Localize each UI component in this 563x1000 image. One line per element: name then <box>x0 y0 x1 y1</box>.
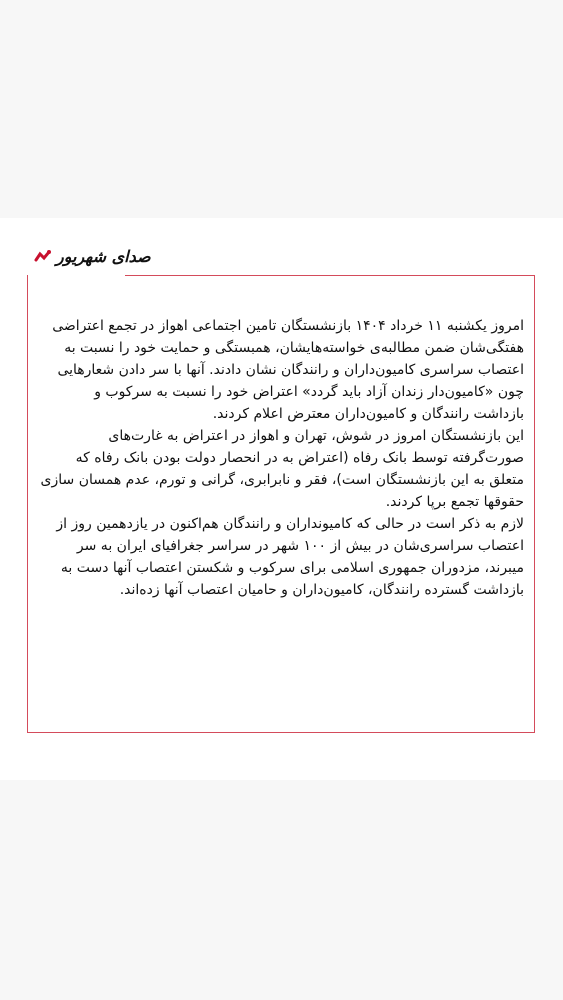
article-paragraph: این بازنشستگان امروز در شوش، تهران و اهواز در اعتراض به غارت‌های صورت‌گرفته توسط بانک رفاه (اعتراض به در انحصار دولت بودن بانک رفاه که متعلق به این بازنشستگان است)، فقر و نابرابری، گرانی و تورم، عدم همسان سازی حقوقها تجمع برپا کردند. <box>40 428 524 510</box>
logo-text: صدای شهریور <box>56 247 151 266</box>
logo-mark-icon <box>34 248 52 266</box>
news-card <box>0 218 563 780</box>
article-body <box>40 315 524 601</box>
logo <box>34 242 151 272</box>
article-paragraph: امروز یکشنبه ۱۱ خرداد ۱۴۰۴ بازنشستگان تامین اجتماعی اهواز در تجمع اعتراضی هفتگی‌شان ضمن مطالبه‌ی خواسته‌هایشان، همبستگی و حمایت خود را نسبت به اعتصاب سراسری کامیون‌داران و رانندگان نشان دادند. آنها با سر دادن شعارهایی چون «کامیون‌دار زندان آزاد باید گردد» اعتراض خود را نسبت به سرکوب و بازداشت رانندگان و کامیون‌داران معترض اعلام کردند. <box>52 318 524 422</box>
article-paragraph: لازم به ذکر است در حالی که کامیونداران و رانندگان هم‌اکنون در یازدهمین روز از اعتصاب سراسری‌شان در بیش از ۱۰۰ شهر در سراسر جغرافیای ایران به سر میبرند، مزدوران جمهوری اسلامی برای سرکوب و شکستن اعتصاب آنها دست به بازداشت گسترده رانندگان، کامیون‌داران و حامیان اعتصاب آنها زده‌اند. <box>56 516 524 598</box>
